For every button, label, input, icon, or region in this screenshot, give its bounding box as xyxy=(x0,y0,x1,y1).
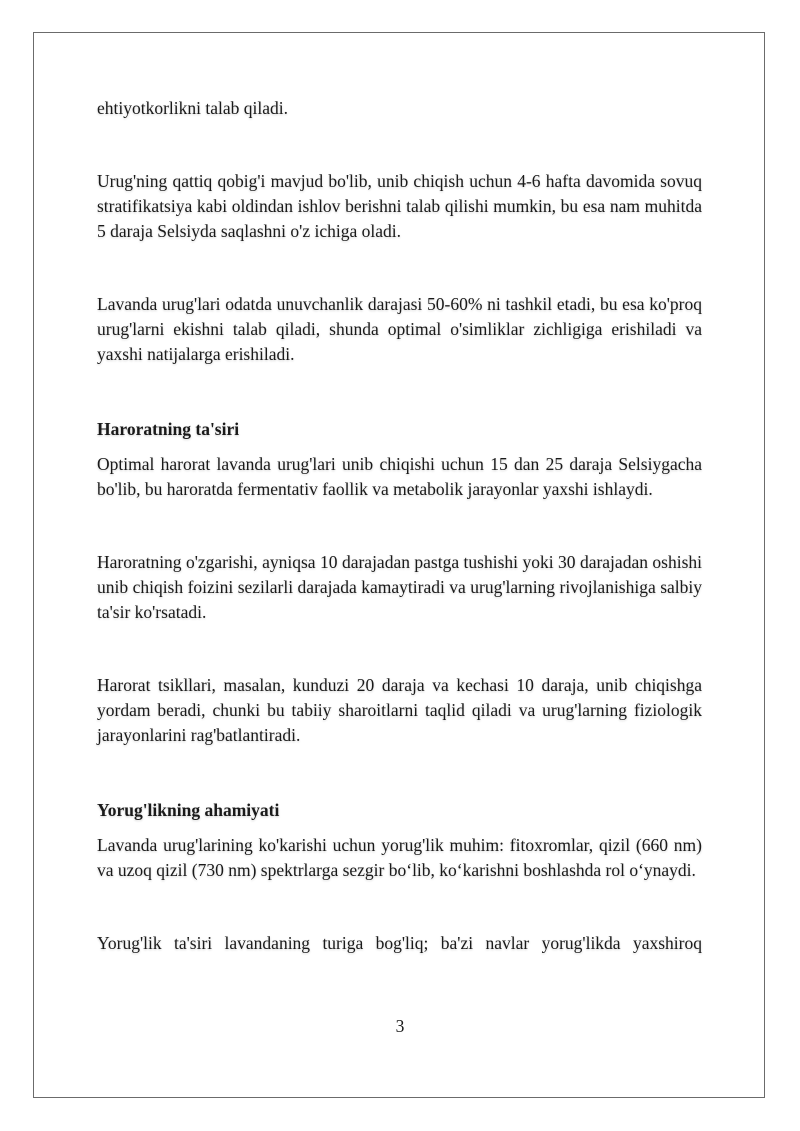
document-body xyxy=(97,96,702,956)
paragraph-light-effect: Yorug'lik ta'siri lavandaning turiga bog'liq; ba'zi navlar yorug'likda yaxshiroq xyxy=(97,933,702,953)
paragraph-seed-coat: Urug'ning qattiq qobig'i mavjud bo'lib, unib chiqish uchun 4-6 hafta davomida sovuq stratifikatsiya kabi oldindan ishlov berishni talab qilishi mumkin, bu esa nam muhitda 5 daraja Selsiyda saqlashni o'z ichiga oladi. xyxy=(97,171,702,241)
paragraph-optimal-temperature: Optimal harorat lavanda urug'lari unib chiqishi uchun 15 dan 25 daraja Selsiygacha bo'lib, bu haroratda fermentativ faollik va metabolik jarayonlar yaxshi ishlaydi. xyxy=(97,454,702,499)
paragraph-germination-rate: Lavanda urug'lari odatda unuvchanlik darajasi 50-60% ni tashkil etadi, bu esa ko'proq urug'larni ekishni talab qiladi, shunda optimal o'simliklar zichligiga erishiladi va yaxshi natijalarga erishiladi. xyxy=(97,294,702,364)
paragraph-phytochromes: Lavanda urug'larining ko'karishi uchun yorug'lik muhim: fitoxromlar, qizil (660 nm) va uzoq qizil (730 nm) spektrlarga sezgir bo‘lib, ko‘karishni boshlashda rol o‘ynaydi. xyxy=(97,835,702,880)
page-number: 3 xyxy=(395,1016,405,1036)
paragraph-temperature-cycles: Harorat tsikllari, masalan, kunduzi 20 daraja va kechasi 10 daraja, unib chiqishga yordam beradi, chunki bu tabiiy sharoitlarni taqlid qiladi va urug'larning fiziologik jarayonlarini rag'batlantiradi. xyxy=(97,675,702,745)
heading-temperature: Haroratning ta'siri xyxy=(97,419,240,439)
paragraph-temperature-change: Haroratning o'zgarishi, ayniqsa 10 darajadan pastga tushishi yoki 30 darajadan oshishi unib chiqish foizini sezilarli darajada kamaytiradi va urug'larning rivojlanishiga salbiy ta'sir ko'rsatadi. xyxy=(97,552,702,622)
heading-light: Yorug'likning ahamiyati xyxy=(97,800,280,820)
paragraph-continuation: ehtiyotkorlikni talab qiladi. xyxy=(97,98,289,118)
